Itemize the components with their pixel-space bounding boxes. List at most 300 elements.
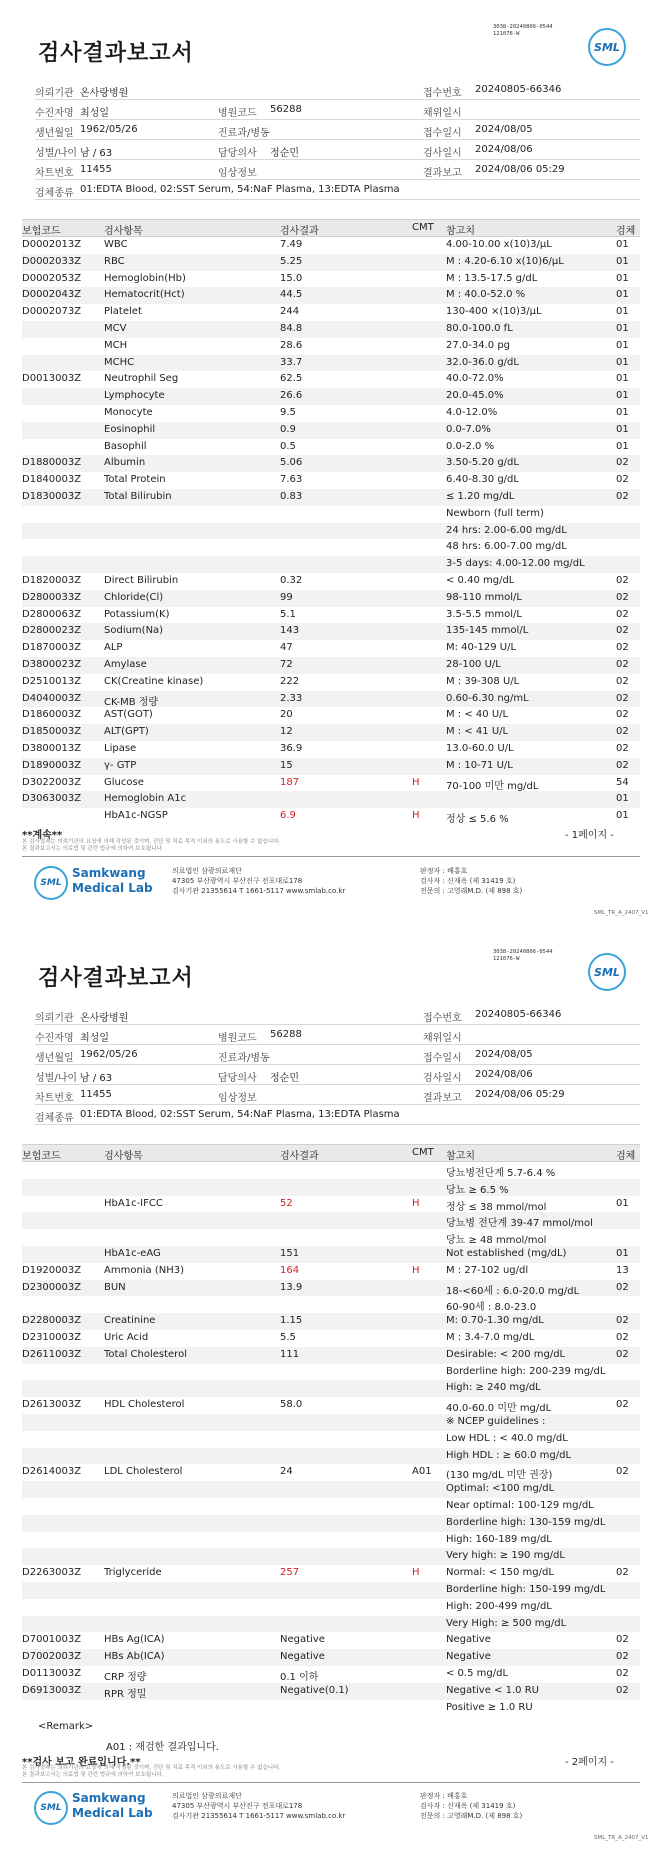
info-label: 검체종류 [35, 1113, 74, 1124]
test-result: 36.9 [280, 742, 303, 754]
test-name: HbA1c-NGSP [104, 810, 168, 822]
test-name: CK-MB 정량 [104, 696, 159, 708]
specimen-code: 02 [616, 642, 629, 654]
specimen-code: 02 [616, 1567, 629, 1579]
test-result: Negative [280, 1651, 325, 1663]
header-result: 검사결과 [280, 1151, 319, 1162]
table-row [22, 1296, 640, 1313]
results-table [22, 219, 640, 825]
dob-value: 1962/05/26 [80, 1049, 138, 1060]
specimen-code: 01 [616, 1247, 629, 1259]
table-row [22, 1162, 640, 1179]
remark-a01: A01 : 재검한 결과입니다. [106, 1742, 219, 1753]
test-name: Eosinophil [104, 423, 156, 435]
test-result: Negative [280, 1634, 325, 1646]
specimen-code: 02 [616, 574, 629, 586]
client-value: 온사랑병원 [80, 1013, 129, 1024]
info-label: 접수번호 [423, 1013, 462, 1024]
footer-note-line-2: 본 결과보고서는 의료법 및 관련 법규에 의하여 보호됩니다. [22, 846, 164, 852]
reference-range: M : 10-71 U/L [446, 759, 513, 771]
test-code: D0013003Z [22, 373, 82, 385]
lab-name-line-1: Samkwang [72, 1791, 146, 1805]
footer-divider [22, 856, 640, 857]
table-row [22, 539, 640, 556]
specimen-code: 02 [616, 1684, 629, 1696]
test-code: D7001003Z [22, 1634, 82, 1646]
reference-range: Near optimal: 100-129 mg/dL [446, 1499, 594, 1511]
table-row [22, 371, 640, 388]
test-result: 12 [280, 726, 293, 738]
page-number: - 1페이지 - [565, 830, 614, 841]
test-value: 2024/08/06 [475, 1069, 533, 1080]
test-code: D3800013Z [22, 742, 82, 754]
test-name: Uric Acid [104, 1331, 149, 1343]
table-row [22, 758, 640, 775]
reference-range: M : 27-102 ug/dl [446, 1264, 529, 1276]
specimen-code: 02 [616, 692, 629, 704]
test-result: 1.15 [280, 1315, 303, 1327]
document-code [493, 949, 553, 963]
test-result: 20 [280, 709, 293, 721]
page-title: 검사결과보고서 [38, 966, 194, 991]
reference-range: 24 hrs: 2.00-6.00 mg/dL [446, 524, 567, 536]
reference-range: 3.50-5.20 g/dL [446, 457, 519, 469]
specimen-code: 01 [616, 306, 629, 318]
lab-corp: 의료법인 삼광의료재단 [172, 867, 242, 875]
doctor-value: 정순민 [270, 1073, 299, 1084]
reference-range: Not established (mg/dL) [446, 1247, 567, 1259]
reference-range: High: 160-189 mg/dL [446, 1533, 552, 1545]
hospcode-value: 56288 [270, 1029, 302, 1040]
table-row [22, 1431, 640, 1448]
test-result: 24 [280, 1466, 293, 1478]
test-code: D2614003Z [22, 1466, 82, 1478]
test-code: D0113003Z [22, 1667, 82, 1679]
reference-range: 60-90세 : 8.0-23.0 [446, 1302, 537, 1314]
receipt-value: 20240805-66346 [475, 84, 562, 95]
sml-logo-icon: SML [588, 953, 626, 991]
patient-value: 최성일 [80, 1033, 109, 1044]
lab-contact: 검사기관 21355614 T 1661-5117 www.smlab.co.kr [172, 887, 346, 895]
report-page-2 [0, 925, 655, 1850]
test-result: 187 [280, 776, 300, 788]
patient-value: 최성일 [80, 108, 109, 119]
test-code: D4040003Z [22, 692, 82, 704]
reference-range: 당뇨병 전단계 39-47 mmol/mol [446, 1218, 593, 1230]
test-name: Monocyte [104, 406, 153, 418]
reference-range: Positive ≥ 1.0 RU [446, 1701, 533, 1713]
specimen-code: 02 [616, 658, 629, 670]
test-name: RBC [104, 255, 125, 267]
reference-range: 40.0-60.0 미만 mg/dL [446, 1403, 552, 1415]
recv-value: 2024/08/05 [475, 124, 533, 135]
test-result: 5.5 [280, 1331, 296, 1343]
test-result: 26.6 [280, 390, 303, 402]
test-name: Platelet [104, 306, 142, 318]
test-result: Negative(0.1) [280, 1684, 349, 1696]
test-code: D2611003Z [22, 1348, 82, 1360]
reference-range: 48 hrs: 6.00-7.00 mg/dL [446, 541, 567, 553]
test-name: BUN [104, 1281, 126, 1293]
specimen-code: 01 [616, 1197, 629, 1209]
test-name: Chloride(Cl) [104, 591, 164, 603]
table-row [22, 1414, 640, 1431]
table-row [22, 775, 640, 792]
test-result: 0.83 [280, 490, 303, 502]
table-row [22, 237, 640, 254]
test-name: Neutrophil Seg [104, 373, 179, 385]
table-row [22, 674, 640, 691]
test-cmt: H [412, 810, 420, 822]
lab-address: 47305 부산광역시 부산진구 전포대로178 [172, 877, 303, 885]
test-code: D2613003Z [22, 1399, 82, 1411]
reference-range: Negative < 1.0 RU [446, 1684, 539, 1696]
test-code: D3800023Z [22, 658, 82, 670]
test-name: Basophil [104, 440, 147, 452]
table-row [22, 1179, 640, 1196]
header-item: 검사항목 [104, 226, 143, 237]
table-row [22, 657, 640, 674]
reference-range: M: 40-129 U/L [446, 642, 517, 654]
test-name: Triglyceride [104, 1567, 162, 1579]
test-result: 44.5 [280, 289, 303, 301]
document-code [493, 24, 553, 38]
table-row [22, 1700, 640, 1717]
info-label: 차트번호 [35, 168, 74, 179]
sign-line-2: 검사자 : 신재옥 (제 31419 호) [420, 1802, 516, 1810]
header-ref: 참고치 [446, 226, 475, 237]
table-row [22, 691, 640, 708]
test-name: MCH [104, 339, 128, 351]
specimen-code: 01 [616, 255, 629, 267]
reference-range: Borderline high: 150-199 mg/dL [446, 1583, 606, 1595]
table-row [22, 1380, 640, 1397]
sign-line-3: 전문의 : 고영래M.D. (제 898 호) [420, 887, 523, 895]
info-label: 담당의사 [218, 148, 257, 159]
test-name: Lymphocyte [104, 390, 165, 402]
form-code: SML_TR_A_2407_V1 [594, 1835, 649, 1841]
table-row [22, 1464, 640, 1481]
table-row [22, 455, 640, 472]
table-row [22, 573, 640, 590]
form-code: SML_TR_A_2407_V1 [594, 910, 649, 916]
table-row [22, 506, 640, 523]
specimen-value: 01:EDTA Blood, 02:SST Serum, 54:NaF Plasma, 13:EDTA Plasma [80, 184, 400, 195]
test-result: 47 [280, 642, 293, 654]
specimen-code: 13 [616, 1264, 629, 1276]
table-row [22, 254, 640, 271]
table-body [22, 237, 640, 825]
reference-range: M : 39-308 U/L [446, 675, 520, 687]
test-result: 84.8 [280, 322, 303, 334]
header-specimen: 검체 [616, 1151, 636, 1162]
reference-range: 135-145 mmol/L [446, 625, 529, 637]
info-label: 채위일시 [423, 1033, 462, 1044]
info-label: 수진자명 [35, 108, 74, 119]
test-result: 0.32 [280, 574, 303, 586]
specimen-code: 02 [616, 759, 629, 771]
specimen-code: 01 [616, 289, 629, 301]
lab-name-line-2: Medical Lab [72, 881, 153, 895]
test-name: Amylase [104, 658, 147, 670]
header-item: 검사항목 [104, 1151, 143, 1162]
test-result: 5.1 [280, 608, 296, 620]
table-row [22, 1548, 640, 1565]
specimen-code: 02 [616, 1651, 629, 1663]
info-label: 임상정보 [218, 168, 257, 179]
table-row [22, 791, 640, 808]
footer-note-line-1: 본 검사결과는 의뢰기관의 요청에 의해 작성된 것이며, 진단 및 치료 목적 이외의 용도로 사용할 수 없습니다. [22, 1765, 281, 1771]
test-name: ALP [104, 642, 123, 654]
test-code: D2263003Z [22, 1567, 82, 1579]
test-code: D2800033Z [22, 591, 82, 603]
table-row [22, 640, 640, 657]
lab-name-line-1: Samkwang [72, 866, 146, 880]
reference-range: 3-5 days: 4.00-12.00 mg/dL [446, 558, 585, 570]
test-result: 222 [280, 675, 300, 687]
lab-info [172, 1791, 345, 1821]
reference-range: 27.0-34.0 pg [446, 339, 511, 351]
specimen-code: 02 [616, 490, 629, 502]
test-name: Hematocrit(Hct) [104, 289, 185, 301]
hospcode-value: 56288 [270, 104, 302, 115]
info-label: 결과보고 [423, 1093, 462, 1104]
info-label: 검사일시 [423, 1073, 462, 1084]
table-row [22, 1347, 640, 1364]
test-result: 62.5 [280, 373, 303, 385]
test-name: CK(Creatine kinase) [104, 675, 204, 687]
doc-code-line-2: 121076-W [493, 956, 520, 962]
reference-range: 정상 ≤ 5.6 % [446, 814, 509, 826]
table-row [22, 1666, 640, 1683]
test-name: Total Bilirubin [104, 490, 172, 502]
specimen-code: 54 [616, 776, 629, 788]
test-name: WBC [104, 239, 128, 250]
sexage-value: 남 / 63 [80, 1073, 113, 1084]
table-row [22, 556, 640, 573]
test-code: D6913003Z [22, 1684, 82, 1696]
reference-range: 4.0-12.0% [446, 406, 498, 418]
reference-range: 0.0-7.0% [446, 423, 491, 435]
doctor-value: 정순민 [270, 148, 299, 159]
test-code: D1830003Z [22, 490, 82, 502]
test-code: D0002073Z [22, 306, 82, 318]
reference-range: 0.0-2.0 % [446, 440, 495, 452]
info-label: 결과보고 [423, 168, 462, 179]
reference-range: 98-110 mmol/L [446, 591, 522, 603]
test-code: D2800023Z [22, 625, 82, 637]
header-cmt: CMT [412, 222, 434, 233]
reference-range: High HDL : ≥ 60.0 mg/dL [446, 1449, 572, 1461]
sign-line-1: 판정자 : 배홍호 [420, 1792, 468, 1800]
info-label: 병원코드 [218, 1033, 257, 1044]
table-row [22, 1263, 640, 1280]
specimen-code: 02 [616, 474, 629, 486]
specimen-code: 02 [616, 726, 629, 738]
reference-range: M : 40.0-52.0 % [446, 289, 526, 301]
table-row [22, 707, 640, 724]
reference-range: < 0.5 mg/dL [446, 1667, 509, 1679]
info-label: 병원코드 [218, 108, 257, 119]
table-row [22, 1313, 640, 1330]
reference-range: Negative [446, 1651, 491, 1663]
test-result: 143 [280, 625, 300, 637]
reference-range: Borderline high: 200-239 mg/dL [446, 1365, 606, 1377]
doc-code-line-1: 3038-20240806-0544 [493, 24, 553, 30]
footer-note-line-2: 본 결과보고서는 의료법 및 관련 법규에 의하여 보호됩니다. [22, 1772, 164, 1778]
test-code: D2310003Z [22, 1331, 82, 1343]
reference-range: 13.0-60.0 U/L [446, 742, 514, 754]
specimen-code: 02 [616, 1348, 629, 1360]
sign-line-1: 판정자 : 배홍호 [420, 867, 468, 875]
reference-range: 3.5-5.5 mmol/L [446, 608, 522, 620]
specimen-code: 02 [616, 457, 629, 469]
specimen-code: 02 [616, 608, 629, 620]
receipt-value: 20240805-66346 [475, 1009, 562, 1020]
reference-range: M : 4.20-6.10 x(10)6/μL [446, 255, 564, 267]
table-row [22, 523, 640, 540]
test-code: D2280003Z [22, 1315, 82, 1327]
report-value: 2024/08/06 05:29 [475, 1089, 565, 1100]
table-row [22, 287, 640, 304]
test-result: 6.9 [280, 810, 296, 822]
remark-title: <Remark> [38, 1721, 94, 1732]
test-code: D1860003Z [22, 709, 82, 721]
info-label: 생년월일 [35, 128, 74, 139]
table-row [22, 1515, 640, 1532]
test-name: Lipase [104, 742, 137, 754]
test-result: 0.5 [280, 440, 296, 452]
info-label: 수진자명 [35, 1033, 74, 1044]
table-row [22, 405, 640, 422]
test-result: 244 [280, 306, 300, 318]
test-name: Glucose [104, 776, 144, 788]
test-result: 7.49 [280, 239, 303, 250]
test-code: D3063003Z [22, 793, 82, 805]
info-label: 채위일시 [423, 108, 462, 119]
specimen-code: 02 [616, 1315, 629, 1327]
table-row [22, 355, 640, 372]
report-value: 2024/08/06 05:29 [475, 164, 565, 175]
test-code: D0002033Z [22, 255, 82, 267]
specimen-code: 02 [616, 1667, 629, 1679]
reference-range: High: ≥ 240 mg/dL [446, 1382, 541, 1394]
reference-range: 정상 ≤ 38 mmol/mol [446, 1201, 547, 1213]
test-result: 5.06 [280, 457, 303, 469]
reference-range: ≤ 1.20 mg/dL [446, 490, 515, 502]
table-row [22, 1330, 640, 1347]
lab-contact: 검사기관 21355614 T 1661-5117 www.smlab.co.kr [172, 1812, 346, 1820]
results-table [22, 1144, 640, 1716]
test-code: D1870003Z [22, 642, 82, 654]
test-name: HBs Ab(ICA) [104, 1651, 165, 1663]
table-row [22, 1599, 640, 1616]
table-row [22, 321, 640, 338]
reference-range: 28-100 U/L [446, 658, 501, 670]
reference-range: 130-400 ×(10)3/μL [446, 306, 542, 318]
info-label: 검사일시 [423, 148, 462, 159]
reference-range: Borderline high: 130-159 mg/dL [446, 1516, 606, 1528]
reference-range: < 0.40 mg/dL [446, 574, 515, 586]
specimen-code: 02 [616, 1634, 629, 1646]
table-row [22, 590, 640, 607]
specimen-code: 01 [616, 423, 629, 435]
test-name: HbA1c-IFCC [104, 1197, 163, 1209]
reference-range: ※ NCEP guidelines : [446, 1415, 546, 1427]
table-row [22, 1397, 640, 1414]
test-code: D1820003Z [22, 574, 82, 586]
footer-note-line-1: 본 검사결과는 의뢰기관의 요청에 의해 작성된 것이며, 진단 및 치료 목적 이외의 용도로 사용할 수 없습니다. [22, 839, 281, 845]
lab-address: 47305 부산광역시 부산진구 전포대로178 [172, 1802, 303, 1810]
table-row [22, 724, 640, 741]
test-name: CRP 정량 [104, 1671, 147, 1683]
reference-range: 70-100 미만 mg/dL [446, 780, 539, 792]
test-result: 33.7 [280, 356, 303, 368]
table-row [22, 1229, 640, 1246]
test-value: 2024/08/06 [475, 144, 533, 155]
table-row [22, 1448, 640, 1465]
table-row [22, 808, 640, 825]
specimen-code: 02 [616, 625, 629, 637]
table-body [22, 1162, 640, 1716]
info-label: 진료과/병동 [218, 1053, 270, 1064]
table-row [22, 422, 640, 439]
test-code: D1890003Z [22, 759, 82, 771]
table-row [22, 1498, 640, 1515]
specimen-code: 02 [616, 1399, 629, 1411]
test-result: 7.63 [280, 474, 303, 486]
header-cmt: CMT [412, 1147, 434, 1158]
test-name: Albumin [104, 457, 146, 469]
reference-range: 32.0-36.0 g/dL [446, 356, 519, 368]
chart-value: 11455 [80, 164, 112, 175]
test-name: γ- GTP [104, 759, 137, 771]
table-row [22, 388, 640, 405]
table-row [22, 607, 640, 624]
test-result: 0.1 이하 [280, 1671, 319, 1683]
test-result: 164 [280, 1264, 300, 1276]
info-label: 검체종류 [35, 188, 74, 199]
test-name: Hemoglobin A1c [104, 793, 187, 805]
recv-value: 2024/08/05 [475, 1049, 533, 1060]
specimen-value: 01:EDTA Blood, 02:SST Serum, 54:NaF Plasma, 13:EDTA Plasma [80, 1109, 400, 1120]
test-code: D2510013Z [22, 675, 82, 687]
info-label: 담당의사 [218, 1073, 257, 1084]
table-row [22, 1582, 640, 1599]
info-label: 의뢰기관 [35, 88, 74, 99]
test-code: D2300003Z [22, 1281, 82, 1293]
patient-info [35, 1005, 640, 1125]
lab-name [72, 866, 153, 896]
lab-name [72, 1791, 153, 1821]
table-row [22, 271, 640, 288]
specimen-code: 01 [616, 810, 629, 822]
specimen-code: 02 [616, 1281, 629, 1293]
complete-label: **검사 보고 완료입니다.** [22, 1757, 141, 1768]
test-name: Total Protein [104, 474, 166, 486]
lab-logo-icon: SML [34, 866, 68, 900]
reference-range: Very high: ≥ 190 mg/dL [446, 1550, 565, 1562]
test-name: Ammonia (NH3) [104, 1264, 185, 1276]
info-label: 생년월일 [35, 1053, 74, 1064]
reference-range: 당뇨 ≥ 6.5 % [446, 1184, 509, 1196]
test-result: 52 [280, 1197, 293, 1209]
reference-range: 0.60-6.30 ng/mL [446, 692, 529, 704]
footer-note [22, 839, 280, 853]
specimen-code: 01 [616, 272, 629, 284]
test-result: 58.0 [280, 1399, 303, 1411]
info-label: 접수번호 [423, 88, 462, 99]
